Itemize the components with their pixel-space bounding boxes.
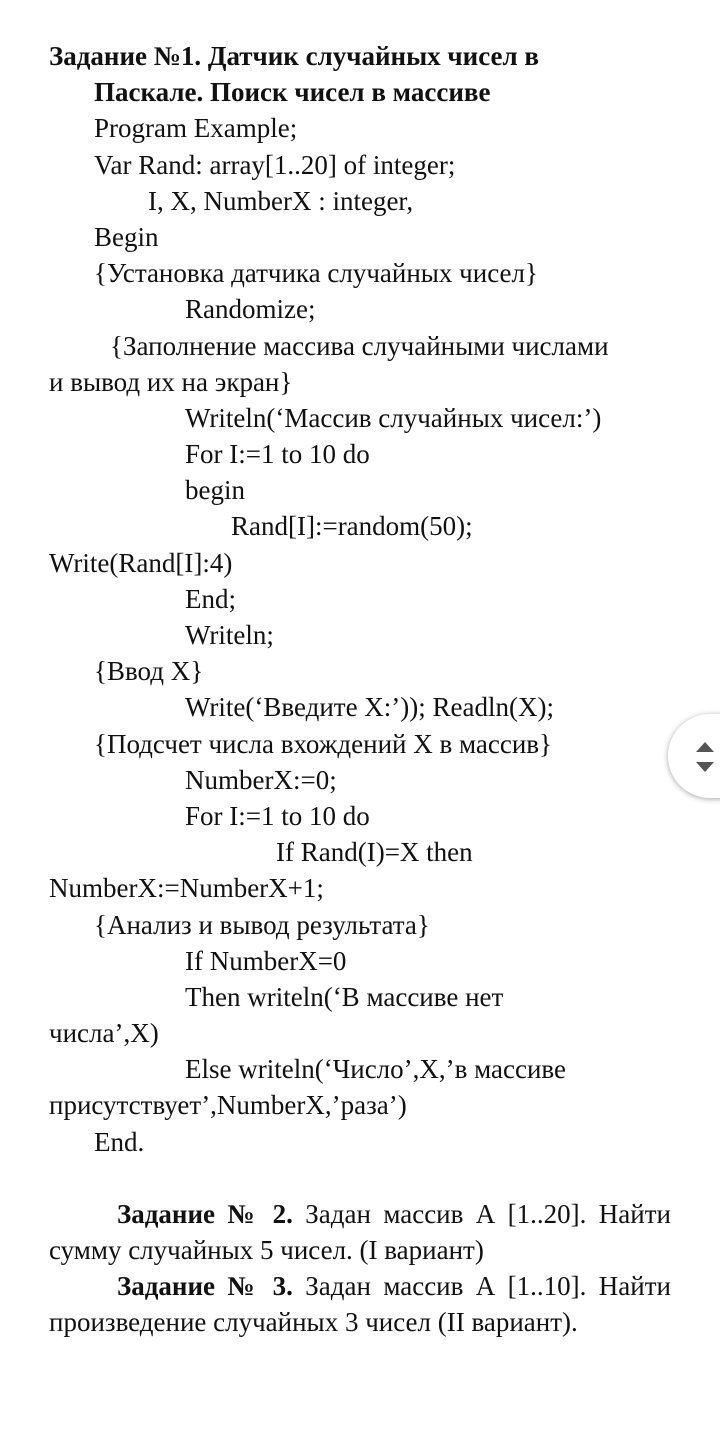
task1-title-line1: Задание №1. Датчик случайных чисел в <box>49 41 539 71</box>
code-line: End. <box>94 1126 145 1157</box>
task3-text: Задан массив А [1..10]. Найти произведение случайных 3 чисел (II вариант). <box>49 1271 671 1338</box>
chevron-down-icon[interactable] <box>696 762 714 772</box>
code-line: Var Rand: array[1..20] of integer; <box>94 149 456 180</box>
spacer <box>0 1160 720 1196</box>
code-line: NumberX:=0; <box>185 764 337 795</box>
code-comment: {Заполнение массива случайными числами <box>110 330 609 361</box>
code-comment: {Установка датчика случайных чисел} <box>94 258 538 289</box>
code-line: Program Example; <box>94 113 298 144</box>
code-line: Write(‘Введите X:’)); Readln(X); <box>185 692 554 723</box>
code-line: Writeln; <box>185 620 274 650</box>
chevron-up-icon[interactable] <box>696 742 714 752</box>
code-comment: {Ввод X} <box>94 656 204 687</box>
code-line: begin <box>185 475 245 506</box>
code-line: Writeln(‘Массив случайных чисел:’) <box>185 402 602 433</box>
task2-label: Задание № 2. <box>117 1198 293 1229</box>
code-line: числа’,X) <box>49 1018 159 1049</box>
task3-label: Задание № 3. <box>117 1271 293 1302</box>
code-line: End; <box>185 583 236 614</box>
code-line: For I:=1 to 10 do <box>185 439 370 470</box>
code-line: If Rand(I)=X then <box>276 837 473 868</box>
code-line: For I:=1 to 10 do <box>185 800 370 831</box>
code-line: присутствует’,NumberX,’раза’) <box>49 1090 407 1121</box>
code-line: Randomize; <box>185 294 316 325</box>
document-body <box>0 38 720 1341</box>
code-line: I, X, NumberX : integer, <box>148 185 414 216</box>
code-comment: и вывод их на экран} <box>49 366 293 397</box>
code-comment: {Подсчет числа вхождений X в массив} <box>94 728 552 759</box>
task2-text: Задан массив А [1..20]. Найти сумму случайных 5 чисел. (I вариант) <box>49 1198 671 1266</box>
code-line: Then writeln(‘В массиве нет <box>185 981 504 1012</box>
code-line: If NumberX=0 <box>185 945 347 976</box>
code-line: Else writeln(‘Число’,X,’в массиве <box>185 1054 567 1085</box>
code-line: NumberX:=NumberX+1; <box>49 873 324 904</box>
code-line: Rand[I]:=random(50); <box>231 511 473 542</box>
task2-paragraph <box>49 1196 671 1268</box>
code-line: Write(Rand[I]:4) <box>49 547 233 578</box>
task3-paragraph <box>49 1268 671 1340</box>
code-comment: {Анализ и вывод результата} <box>94 909 430 940</box>
code-line: Begin <box>94 221 159 252</box>
task1-title-line2: Паскале. Поиск чисел в массиве <box>94 77 491 108</box>
